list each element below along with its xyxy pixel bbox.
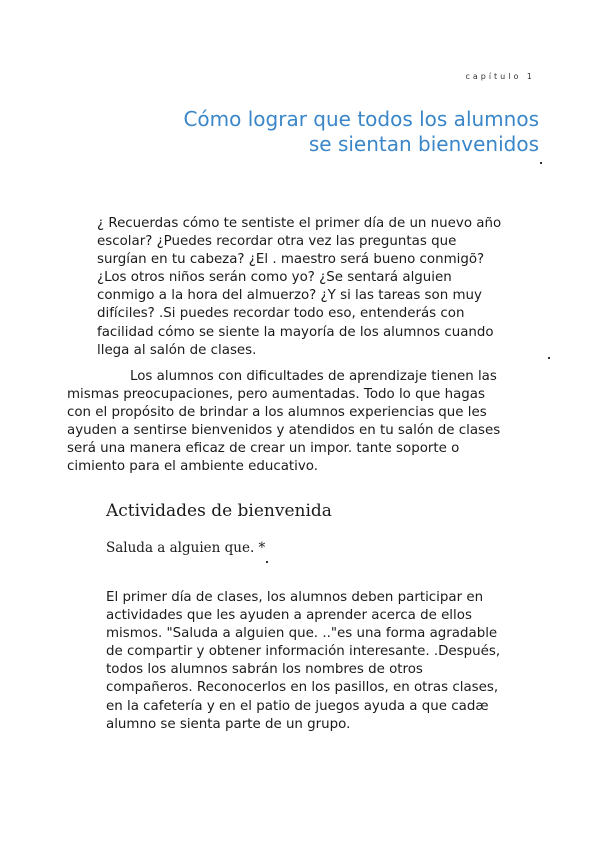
text-line: surgían en tu cabeza? ¿El . maestro será bueno conmigõ? — [97, 252, 485, 268]
title-line-2: se sientan bienvenidos — [308, 132, 539, 156]
text-line: ¿ Recuerdas cómo te sentiste el primer día de un nuevo año — [97, 216, 502, 231]
section-heading: Actividades de bienvenida — [106, 501, 332, 521]
text-line: escolar? ¿Puedes recordar otra vez las preguntas que — [97, 234, 457, 250]
title-line-1: Cómo lograr que todos los alumnos — [183, 107, 539, 131]
text-line: todos los alumnos sabrán los nombres de otros — [106, 662, 423, 678]
chapter-label: capítulo 1 — [465, 72, 535, 81]
text-line: difíciles? .Si puedes recordar todo eso, entenderás con — [97, 306, 465, 322]
page-title — [119, 107, 539, 157]
stray-dot — [540, 162, 542, 164]
text-line: llega al salón de clases. — [97, 342, 257, 358]
sub-heading: Saluda a alguien que. * — [106, 540, 266, 556]
text-line: ayuden a sentirse bienvenidos y atendidos en tu salón de clases — [67, 423, 501, 439]
text-line: de compartir y obtener información interesante. .Después, — [106, 644, 501, 660]
text-line: Los alumnos con dificultades de aprendizaje tienen las — [130, 369, 497, 384]
text-line: ¿Los otros niños serán como yo? ¿Se sentará alguien — [97, 270, 452, 286]
text-line: conmigo a la hora del almuerzo? ¿Y si las tareas son muy — [97, 288, 482, 304]
text-line: facilidad cómo se siente la mayoría de los alumnos cuando — [97, 324, 494, 340]
text-line: cimiento para el ambiente educativo. — [67, 459, 319, 475]
paragraph-concerns — [67, 368, 500, 477]
text-line: mismas preocupaciones, pero aumentadas. Todo lo que hagas — [67, 387, 485, 403]
stray-dot — [548, 357, 550, 359]
text-line: mismos. "Saluda a alguien que. .."es una forma agradable — [106, 626, 498, 642]
paragraph-intro — [97, 215, 501, 360]
text-line: alumno se sienta parte de un grupo. — [106, 716, 351, 732]
text-line: con el propósito de brindar a los alumnos experiencias que les — [67, 405, 487, 421]
text-line: en la cafetería y en el patio de juegos ayuda a que cadæ — [106, 698, 489, 714]
text-line: será una manera eficaz de crear un impor. tante soporte o — [67, 441, 460, 457]
stray-dot — [266, 561, 268, 563]
paragraph-activity — [106, 589, 500, 734]
text-line: compañeros. Reconocerlos en los pasillos, en otras clases, — [106, 680, 499, 696]
text-line: actividades que les ayuden a aprender acerca de ellos — [106, 608, 472, 624]
text-line: El primer día de clases, los alumnos deben participar en — [106, 590, 484, 605]
